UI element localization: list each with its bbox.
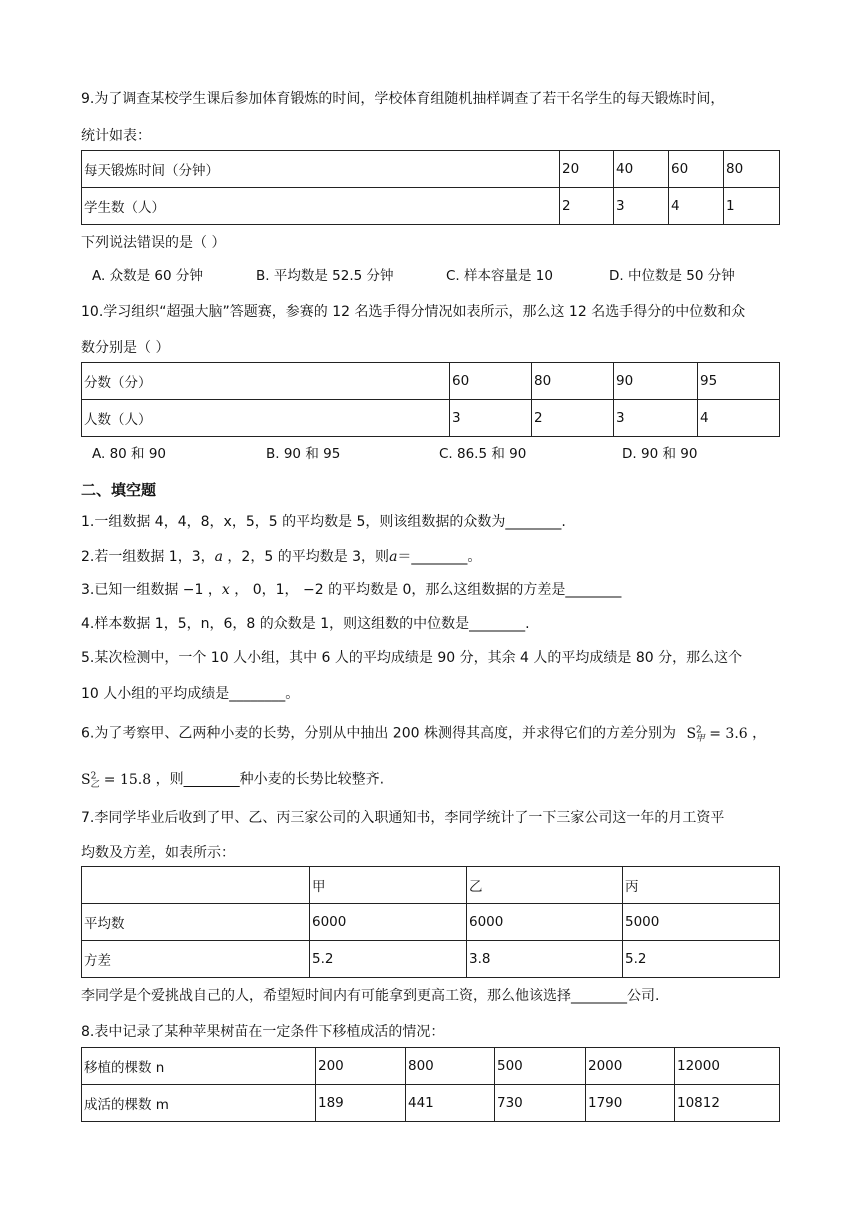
fill-q6-line1 (81, 720, 766, 749)
variance-formula-jia (686, 725, 748, 745)
table-cell: 分数（分） (82, 363, 450, 400)
q10-table (81, 362, 780, 437)
table-row (82, 904, 780, 941)
q9-option-a[interactable]: A. 众数是 60 分钟 (92, 268, 203, 284)
q9-options (92, 266, 792, 286)
q9-table (81, 150, 780, 225)
table-cell: 1 (724, 188, 780, 225)
variable-a: a (389, 549, 398, 565)
table-cell: 3 (450, 400, 532, 437)
table-cell: 60 (669, 151, 724, 188)
fill-q7-line1: 7.李同学毕业后收到了甲、乙、丙三家公司的入职通知书，李同学统计了一下三家公司这一年的月工资平 (81, 810, 725, 826)
subscript: 乙 (90, 780, 100, 791)
table-cell: 3 (614, 400, 698, 437)
table-cell: 5.2 (623, 941, 780, 978)
table-cell: 学生数（人） (82, 188, 560, 225)
fill-q2-part: ＝________。 (397, 549, 482, 565)
table-cell: 80 (724, 151, 780, 188)
q10-option-c[interactable]: C. 86.5 和 90 (439, 446, 527, 462)
q10-option-d[interactable]: D. 90 和 90 (622, 446, 698, 462)
table-row (82, 188, 780, 225)
table-cell: 2 (532, 400, 614, 437)
table-row (82, 1085, 780, 1122)
table-cell: 730 (495, 1085, 586, 1122)
q7-table (81, 866, 780, 978)
table-cell: 20 (560, 151, 614, 188)
table-cell: 1790 (586, 1085, 675, 1122)
table-cell: 90 (614, 363, 698, 400)
table-cell (82, 867, 310, 904)
table-cell: 189 (316, 1085, 406, 1122)
table-cell: 10812 (675, 1085, 780, 1122)
fill-q2-part: ，2，5 的平均数是 3，则 (222, 549, 390, 565)
variance-formula-yi (81, 771, 152, 791)
fill-q3 (81, 580, 621, 600)
table-cell: 方差 (82, 941, 310, 978)
table-row (82, 400, 780, 437)
fill-q6-text: ，则________种小麦的长势比较整齐. (155, 771, 385, 788)
q9-option-c[interactable]: C. 样本容量是 10 (446, 268, 553, 284)
table-cell: 40 (614, 151, 669, 188)
table-cell: 平均数 (82, 904, 310, 941)
variable-a: a (214, 549, 223, 565)
fill-q4: 4.样本数据 1，5，n，6，8 的众数是 1，则这组数的中位数是________. (81, 616, 530, 632)
fill-q2-part: 2.若一组数据 1，3， (81, 549, 215, 565)
fill-q3-part: 3.已知一组数据 −1 ， (81, 582, 222, 598)
table-cell: 60 (450, 363, 532, 400)
q10-stem-line2: 数分别是（ ） (81, 340, 170, 356)
q9-option-b[interactable]: B. 平均数是 52.5 分钟 (256, 268, 394, 284)
fill-q7-line2: 均数及方差，如表所示： (81, 845, 235, 861)
table-cell: 200 (316, 1048, 406, 1085)
fill-q6-text: 6.为了考察甲、乙两种小麦的长势，分别从中抽出 200 株测得其高度，并求得它们的方差分别为 (81, 725, 676, 742)
fill-q3-part: ， 0，1， −2 的平均数是 0，那么这组数据的方差是________ (229, 582, 622, 598)
fill-q8-line1: 8.表中记录了某种苹果树苗在一定条件下移植成活的情况： (81, 1024, 445, 1040)
table-cell: 4 (698, 400, 780, 437)
table-row (82, 1048, 780, 1085)
table-cell: 3 (614, 188, 669, 225)
table-cell: 80 (532, 363, 614, 400)
section-title: 二、填空题 (81, 481, 157, 499)
table-cell: 乙 (467, 867, 623, 904)
table-cell: 2000 (586, 1048, 675, 1085)
q9-stem-line2: 统计如表： (81, 128, 151, 144)
q10-option-b[interactable]: B. 90 和 95 (266, 446, 341, 462)
q10-options (92, 444, 792, 464)
table-cell: 12000 (675, 1048, 780, 1085)
value: = 15.8 (103, 771, 152, 788)
table-cell: 5000 (623, 904, 780, 941)
table-cell: 500 (495, 1048, 586, 1085)
fill-q5-line1: 5.某次检测中，一个 10 人小组，其中 6 人的平均成绩是 90 分，其余 4 人的平均成绩是 80 分，那么这个 (81, 650, 743, 666)
table-cell: 丙 (623, 867, 780, 904)
table-cell: 移植的棵数 n (82, 1048, 316, 1085)
q8-table (81, 1047, 780, 1122)
fill-q2 (81, 547, 481, 567)
subscript: 甲 (695, 734, 705, 745)
table-cell: 4 (669, 188, 724, 225)
comma: ， (752, 725, 767, 742)
superscript: 2 (696, 725, 702, 735)
q9-option-d[interactable]: D. 中位数是 50 分钟 (609, 268, 735, 284)
symbol-s: S (686, 725, 697, 742)
table-cell: 3.8 (467, 941, 623, 978)
variable-x: x (221, 582, 230, 598)
table-cell: 800 (406, 1048, 495, 1085)
symbol-s: S (81, 771, 91, 788)
table-cell: 甲 (310, 867, 467, 904)
table-cell: 每天锻炼时间（分钟） (82, 151, 560, 188)
q10-option-a[interactable]: A. 80 和 90 (92, 446, 167, 462)
table-cell: 6000 (310, 904, 467, 941)
fill-q6-line2 (81, 766, 384, 795)
table-cell: 2 (560, 188, 614, 225)
value: = 3.6 (709, 725, 748, 742)
table-cell: 6000 (467, 904, 623, 941)
table-cell: 人数（人） (82, 400, 450, 437)
superscript: 2 (90, 771, 97, 781)
q10-stem-line1: 10.学习组织“超强大脑”答题赛，参赛的 12 名选手得分情况如表所示，那么这 12 名选手得分的中位数和众 (81, 304, 746, 320)
fill-q5-line2: 10 人小组的平均成绩是________。 (81, 686, 300, 702)
table-cell: 成活的棵数 m (82, 1085, 316, 1122)
table-row (82, 867, 780, 904)
table-cell: 441 (406, 1085, 495, 1122)
q9-question: 下列说法错误的是（ ） (81, 235, 226, 251)
table-cell: 5.2 (310, 941, 467, 978)
table-cell: 95 (698, 363, 780, 400)
table-row (82, 363, 780, 400)
table-row (82, 941, 780, 978)
fill-q1: 1.一组数据 4，4，8，x，5，5 的平均数是 5，则该组数据的众数为________. (81, 514, 566, 530)
q9-stem-line1: 9.为了调查某校学生课后参加体育锻炼的时间，学校体育组随机抽样调查了若干名学生的每天锻炼时间， (81, 91, 725, 107)
fill-q7-question: 李同学是个爱挑战自己的人，希望短时间内有可能拿到更高工资，那么他该选择________公司. (81, 988, 660, 1004)
table-row (82, 151, 780, 188)
